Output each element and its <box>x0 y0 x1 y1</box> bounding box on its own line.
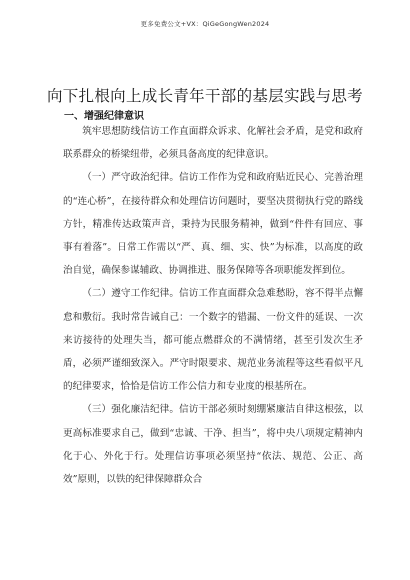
paragraph-political-discipline: （一）严守政治纪律。信访工作作为党和政府贴近民心、完善治理的“连心桥”，在接待群众和处理信访问题时，要坚决贯彻执行党的路线方针，精准传达政策声音，秉持为民服务精神，做到“件件有回应、事事有着落”。日常工作需以“严、真、细、实、快”为标准，以高度的政治自觉，确保参谋辅政、协调推进、服务保障等各项职能发挥到位。 <box>63 172 363 277</box>
paragraph-intro: 筑牢思想防线信访工作直面群众诉求、化解社会矛盾，是党和政府联系群众的桥梁纽带，必须具备高度的纪律意识。 <box>63 126 363 161</box>
header-note: 更多免费公文+VX：QiGeGongWen2024 <box>140 20 270 28</box>
document-title: 向下扎根向上成长青年干部的基层实践与思考 <box>46 87 363 105</box>
paragraph-work-discipline: （二）遵守工作纪律。信访工作直面群众急难愁盼，容不得半点懈怠和敷衍。我时常告诫自己：一个数字的错漏、一份文件的延误、一次来访接待的处理失当，都可能点燃群众的不满情绪，甚至引发次生矛盾，必须严谨细致深入。严守时限要求、规范业务流程等这些看似平凡的纪律要求，恰恰是信访工作公信力和专业度的根基所在。 <box>63 288 363 393</box>
paragraph-integrity-discipline: （三）强化廉洁纪律。信访干部必须时刻绷紧廉洁自律这根弦，以更高标准要求自己，做到“忠诚、干净、担当”，将中央八项规定精神内化于心、外化于行。处理信访事项必须坚持“依法、规范、公正、高效”原则，以铁的纪律保障群众合 <box>63 404 363 486</box>
section-heading: 一、增强纪律意识 <box>64 111 144 122</box>
body-text <box>63 120 363 491</box>
